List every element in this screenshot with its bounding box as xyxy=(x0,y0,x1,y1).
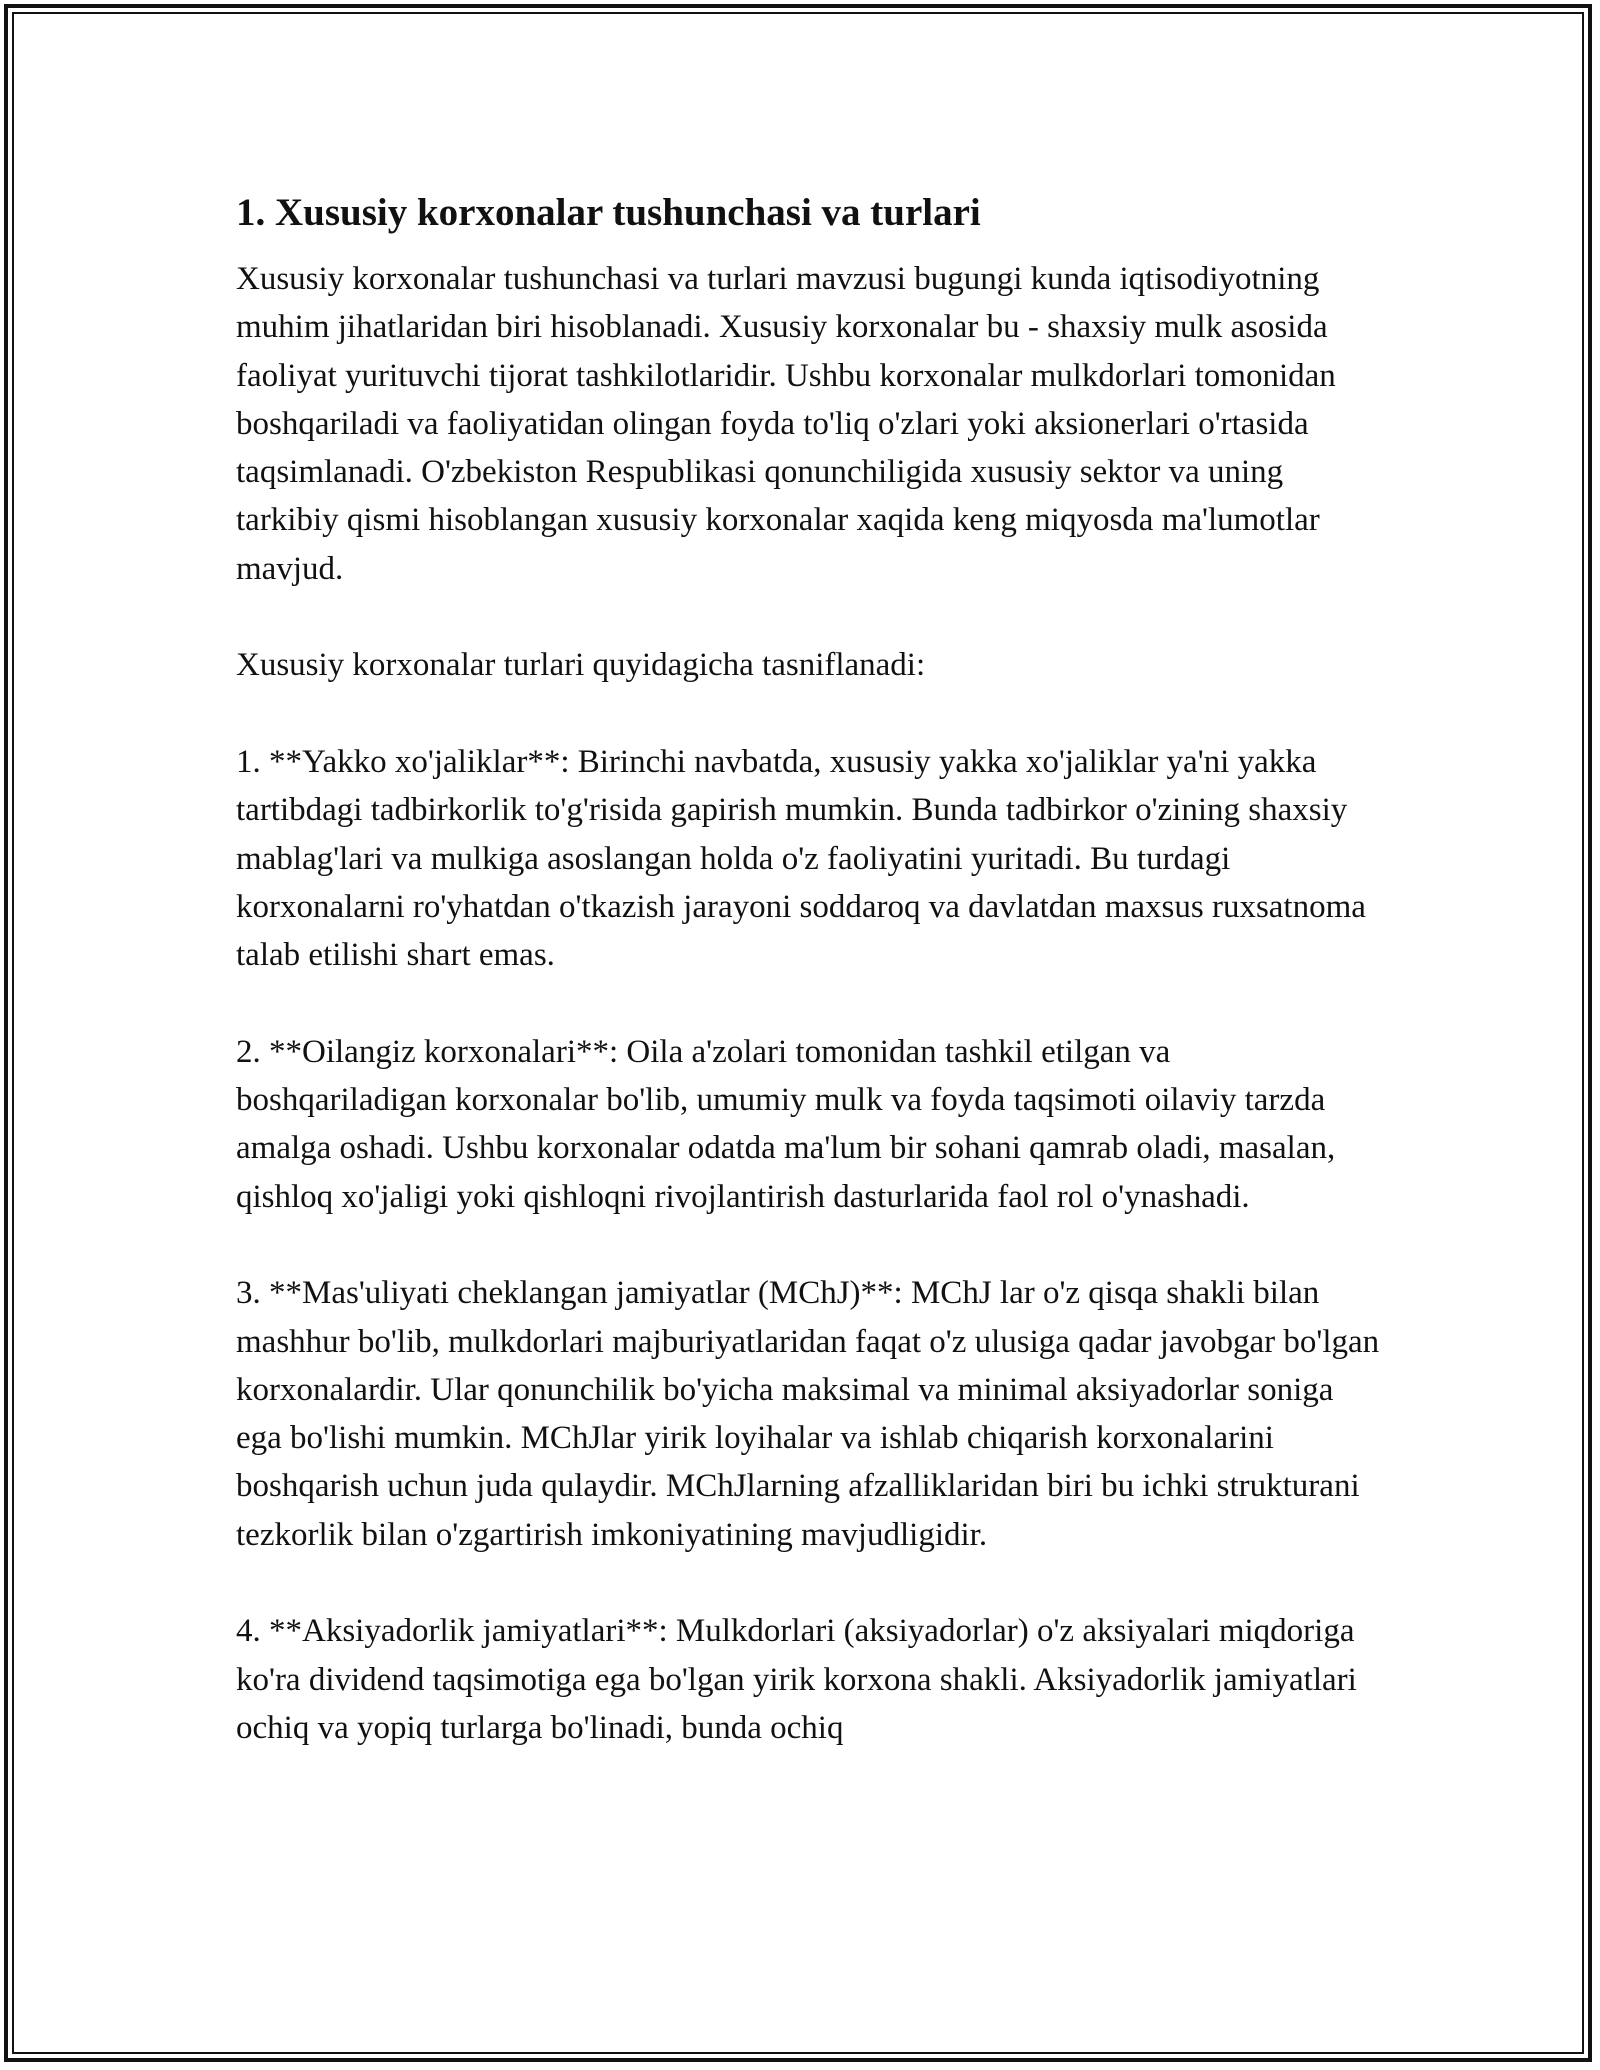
types-intro-paragraph: Xususiy korxonalar turlari quyidagicha tasniflanadi: xyxy=(236,647,926,684)
intro-paragraph: Xususiy korxonalar tushunchasi va turlari mavzusi bugungi kunda iqtisodiyotning muhim jihatlaridan biri hisoblanadi. Xususiy korxonalar bu - shaxsiy mulk asosida faoliyat yurituvchi tijorat tashkilotlaridir. Ushbu korxonalar mulkdorlari tomonidan boshqariladi va faoliyatidan olingan foyda to'liq o'zlari yoki aksionerlari o'rtasida taqsimlanadi. O'zbekiston Respublikasi qonunchiligida xususiy sektor va uning tarkibiy qismi hisoblangan xususiy korxonalar xaqida keng miqyosda ma'lumotlar mavjud. xyxy=(236,261,1336,587)
section-heading: 1. Xususiy korxonalar tushunchasi va turlari xyxy=(236,191,981,234)
type-3-paragraph: 3. **Mas'uliyati cheklangan jamiyatlar (MChJ)**: MChJ lar o'z qisqa shakli bilan mashhur bo'lib, mulkdorlari majburiyatlaridan faqat o'z ulusiga qadar javobgar bo'lgan korxonalardir. Ular qonunchilik bo'yicha maksimal va minimal aksiyadorlar soniga ega bo'lishi mumkin. MChJlar yirik loyihalar va ishlab chiqarish korxonalarini boshqarish uchun juda qulaydir. MChJlarning afzalliklaridan biri bu ichki strukturani tezkorlik bilan o'zgartirish imkoniyatining mavjudligidir. xyxy=(236,1275,1380,1553)
type-2-paragraph: 2. **Oilangiz korxonalari**: Oila a'zolari tomonidan tashkil etilgan va boshqariladigan korxonalar bo'lib, umumiy mulk va foyda taqsimoti oilaviy tarzda amalga oshadi. Ushbu korxonalar odatda ma'lum bir sohani qamrab oladi, masalan, qishloq xo'jaligi yoki qishloqni rivojlantirish dasturlarida faol rol o'ynashadi. xyxy=(236,1033,1336,1215)
type-4-paragraph: 4. **Aksiyadorlik jamiyatlari**: Mulkdorlari (aksiyadorlar) o'z aksiyalari miqdoriga ko'ra dividend taqsimotiga ega bo'lgan yirik korxona shakli. Aksiyadorlik jamiyatlari ochiq va yopiq turlarga bo'linadi, bunda ochiq xyxy=(236,1613,1357,1746)
type-1-paragraph: 1. **Yakko xo'jaliklar**: Birinchi navbatda, xususiy yakka xo'jaliklar ya'ni yakka tartibdagi tadbirkorlik to'g'risida gapirish mumkin. Bunda tadbirkor o'zining shaxsiy mablag'lari va mulkiga asoslangan holda o'z faoliyatini yuritadi. Bu turdagi korxonalarni ro'yhatdan o'tkazish jarayoni soddaroq va davlatdan maxsus ruxsatnoma talab etilishi shart emas. xyxy=(236,743,1366,974)
document-body xyxy=(236,186,1386,1801)
